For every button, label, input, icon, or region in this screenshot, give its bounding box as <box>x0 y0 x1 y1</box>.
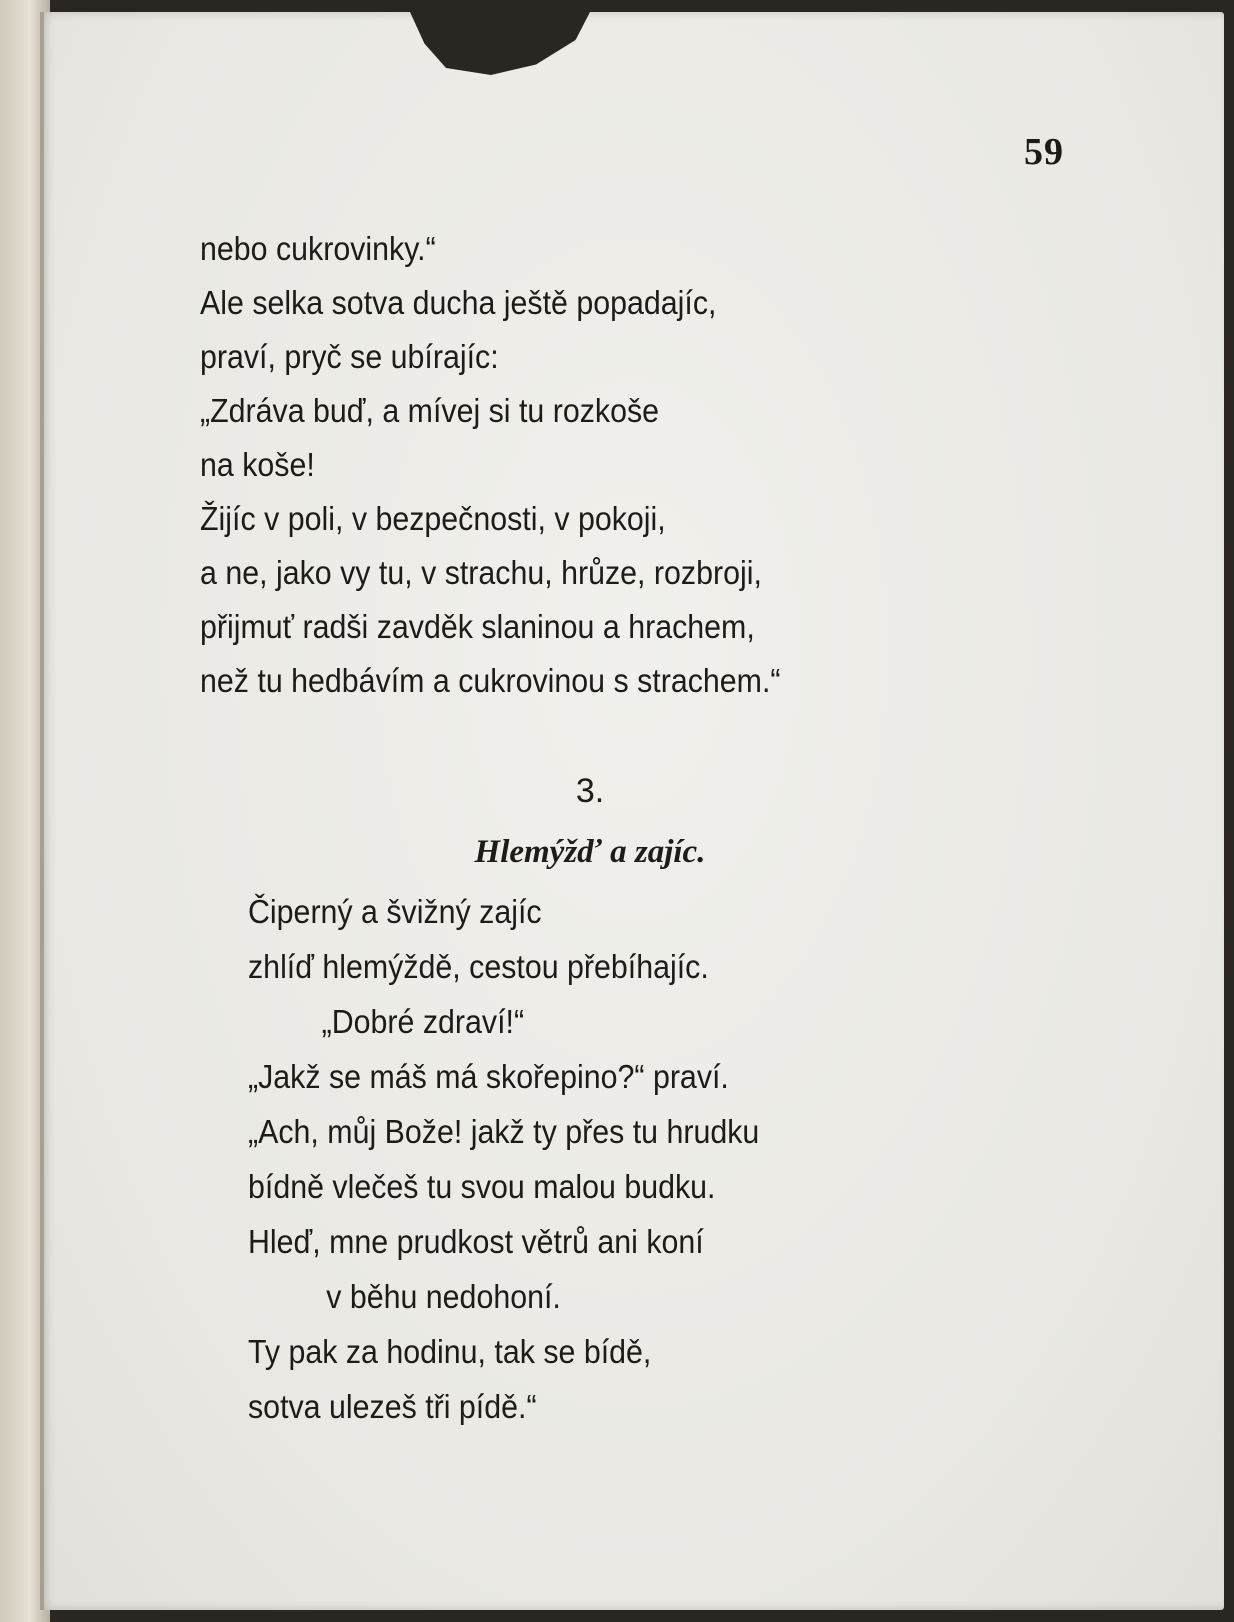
poem-line: bídně vlečeš tu svou malou budku. <box>248 1168 716 1205</box>
poem-line: zhlíď hlemýždě, cestou přebíhajíc. <box>248 948 709 985</box>
poem-line: Ty pak za hodinu, tak se bídě, <box>248 1333 652 1370</box>
page-spine <box>40 12 44 1610</box>
text-line: než tu hedbávím a cukrovinou s strachem.“ <box>200 662 781 699</box>
poem-block <box>248 884 1008 1434</box>
text-line: Ale selka sotva ducha ještě popadajíc, <box>200 284 717 321</box>
poem-line: Čiperný a švižný zajíc <box>248 893 542 930</box>
section-title: Hlemýžď a zajíc. <box>474 834 706 870</box>
text-line: a ne, jako vy tu, v strachu, hrůze, rozbroji, <box>200 554 762 591</box>
poem-line: „Ach, můj Bože! jakž ty přes tu hrudku <box>248 1113 760 1150</box>
text-line: praví, pryč se ubírajíc: <box>200 338 499 375</box>
text-line: „Zdráva buď, a mívej si tu rozkoše <box>200 392 660 429</box>
section-number: 3. <box>575 772 605 810</box>
poem-line: Hleď, mne prudkost větrů ani koní <box>248 1223 704 1260</box>
top-text-block <box>200 222 1020 708</box>
poem-line: „Jakž se máš má skořepino?“ praví. <box>248 1058 729 1095</box>
text-line: přijmuť radši zavděk slaninou a hrachem, <box>200 608 755 645</box>
poem-line: sotva ulezeš tři pídě.“ <box>248 1388 537 1425</box>
text-line: na koše! <box>200 446 315 483</box>
poem-line: „Dobré zdraví!“ <box>321 1003 525 1040</box>
text-line: nebo cukrovinky.“ <box>200 230 436 267</box>
page-number: 59 <box>1024 131 1064 173</box>
poem-line: v běhu nedohoní. <box>326 1278 561 1315</box>
text-line: Žijíc v poli, v bezpečnosti, v pokoji, <box>200 500 666 537</box>
